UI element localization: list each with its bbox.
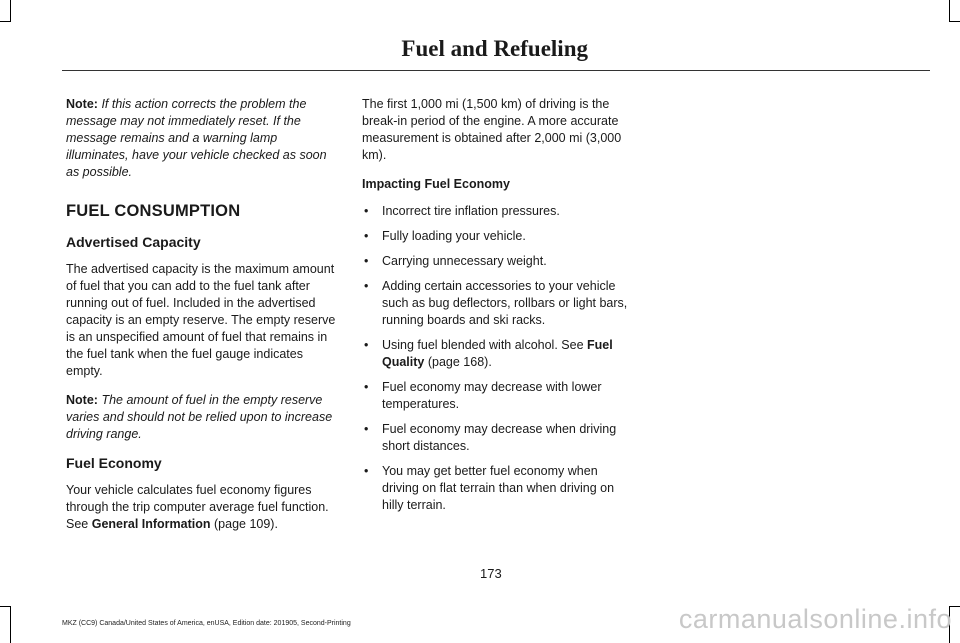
general-information-link[interactable]: General Information [91, 517, 211, 531]
list-item [362, 463, 634, 514]
list-item-text: Fuel economy may decrease when driving short distances. [382, 422, 617, 453]
page-reference: (page 109). [214, 517, 278, 531]
note-text: If this action corrects the problem the message may not immediately reset. If the message remains and a warning lamp illuminates, have your vehicle checked as soon as possible. [66, 97, 327, 179]
note-text: The amount of fuel in the empty reserve varies and should not be relied upon to increase driving range. [66, 393, 333, 441]
bullet-icon: • [364, 279, 369, 293]
bullet-icon: • [364, 464, 369, 478]
note-label: Note: [66, 97, 98, 111]
list-item-text: Incorrect tire inflation pressures. [382, 204, 560, 218]
break-in-paragraph: The first 1,000 mi (1,500 km) of driving is the break-in period of the engine. A more accurate measurement is obtained after 2,000 mi (3,000 km). [362, 97, 622, 162]
list-item [362, 421, 634, 455]
bullet-icon: • [364, 204, 369, 218]
list-item [362, 203, 634, 220]
crop-mark [10, 0, 11, 22]
right-column [362, 96, 634, 522]
list-item [362, 228, 634, 245]
bullet-icon: • [364, 338, 369, 352]
subheading-fuel-economy: Fuel Economy [66, 455, 162, 471]
crop-mark [0, 606, 11, 607]
page-title: Fuel and Refueling [401, 36, 588, 61]
watermark: carmanualsonline.info [678, 604, 952, 634]
crop-mark [949, 21, 960, 22]
list-item [362, 337, 634, 371]
advertised-capacity-paragraph: The advertised capacity is the maximum amount of fuel that you can add to the fuel tank after running out of fuel. Included in the advertised capacity is an empty reserve. The empty reserve is an unspecified amount of fuel that remains in the fuel tank when the fuel gauge indicates empty. [66, 262, 336, 378]
page-reference: (page 168). [427, 355, 492, 369]
bullet-icon: • [364, 380, 369, 394]
crop-mark [0, 21, 11, 22]
bullet-icon: • [364, 422, 369, 436]
note-paragraph [66, 96, 342, 181]
header-rule [62, 70, 930, 71]
list-item-text: Fuel economy may decrease with lower temperatures. [382, 380, 602, 411]
list-item-text: Carrying unnecessary weight. [382, 254, 547, 268]
list-item [362, 379, 634, 413]
crop-mark [10, 606, 11, 643]
crop-mark [949, 0, 950, 22]
note-label: Note: [66, 393, 98, 407]
section-heading-fuel-consumption: FUEL CONSUMPTION [66, 202, 241, 220]
page-number: 173 [480, 566, 502, 581]
list-item-text: You may get better fuel economy when driving on flat terrain than when driving on hilly terrain. [382, 464, 615, 512]
subheading-advertised-capacity: Advertised Capacity [66, 234, 201, 250]
fuel-economy-text: Your vehicle calculates fuel economy figures through the trip computer average fuel function. See [66, 483, 329, 531]
list-item-text: Using fuel blended with alcohol. See [382, 338, 584, 352]
footer-edition-info: MKZ (CC9) Canada/United States of America, enUSA, Edition date: 201905, Second-Printing [62, 620, 351, 627]
bullet-icon: • [364, 254, 369, 268]
list-item-text: Fully loading your vehicle. [382, 229, 526, 243]
subheading-impacting-fuel-economy: Impacting Fuel Economy [362, 177, 510, 191]
list-item [362, 278, 634, 329]
impact-list [362, 203, 634, 514]
list-item-text: Adding certain accessories to your vehicle such as bug deflectors, rollbars or light bars, running boards and ski racks. [382, 279, 628, 327]
fuel-quality-link[interactable]: Fuel Quality [382, 338, 613, 369]
fuel-economy-paragraph [66, 482, 342, 533]
left-column [66, 96, 342, 545]
note-paragraph [66, 392, 342, 443]
list-item [362, 253, 634, 270]
bullet-icon: • [364, 229, 369, 243]
